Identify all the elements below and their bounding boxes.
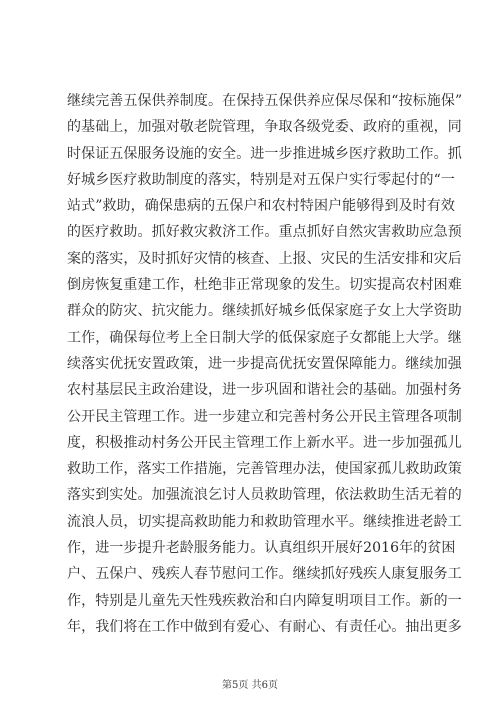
- page-number-footer: 第5页 共6页: [222, 680, 278, 691]
- text-line: 继续完善五保供养制度。在保持五保供养应保尽保和“按标施保”: [67, 93, 463, 109]
- text-line: 公开民主管理工作。进一步建立和完善村务公开民主管理各项制: [67, 408, 462, 425]
- text-line: 作，特别是儿童先天性残疾救治和白内障复明项目工作。新的一: [67, 592, 462, 609]
- text-line: 的医疗救助。抓好救灾救济工作。重点抓好自然灾害救助应急预: [67, 224, 462, 241]
- text-line: 救助工作，落实工作措施，完善管理办法，使国家孤儿救助政策: [67, 461, 462, 478]
- text-line: 户、五保户、残疾人春节慰问工作。继续抓好残疾人康复服务工: [67, 566, 462, 583]
- text-line: 群众的防灾、抗灾能力。继续抓好城乡低保家庭子女上大学资助: [67, 303, 462, 320]
- text-line: 案的落实，及时抓好灾情的核查、上报、灾民的生活安排和灾后: [67, 250, 462, 267]
- text-line: 农村基层民主政治建设，进一步巩固和谐社会的基础。加强村务: [67, 382, 462, 399]
- text-line: 作，进一步提升老龄服务能力。认真组织开展好2016年的贫困: [67, 540, 456, 557]
- text-line: 好城乡医疗救助制度的落实，特别是对五保户实行零起付的“一: [67, 171, 455, 188]
- text-line: 年，我们将在工作中做到有爱心、有耐心、有责任心。抽出更多: [67, 618, 462, 635]
- text-line: 站式”救助，确保患病的五保户和农村特困户能够得到及时有效: [67, 198, 455, 215]
- text-line: 续落实优抚安置政策，进一步提高优抚安置保障能力。继续加强: [67, 355, 462, 372]
- text-line: 时保证五保服务设施的安全。进一步推进城乡医疗救助工作。抓: [67, 145, 462, 162]
- body-paragraph: [67, 88, 463, 640]
- text-line: 度，积极推动村务公开民主管理工作上新水平。进一步加强孤儿: [67, 434, 462, 451]
- text-line: 的基础上，加强对敬老院管理，争取各级党委、政府的重视，同: [67, 119, 462, 136]
- text-line: 工作，确保每位考上全日制大学的低保家庭子女都能上大学。继: [67, 329, 462, 346]
- text-line: 倒房恢复重建工作，杜绝非正常现象的发生。切实提高农村困难: [67, 277, 462, 294]
- text-line: 流浪人员，切实提高救助能力和救助管理水平。继续推进老龄工: [67, 513, 462, 530]
- text-line: 落实到实处。加强流浪乞讨人员救助管理，依法救助生活无着的: [67, 487, 462, 504]
